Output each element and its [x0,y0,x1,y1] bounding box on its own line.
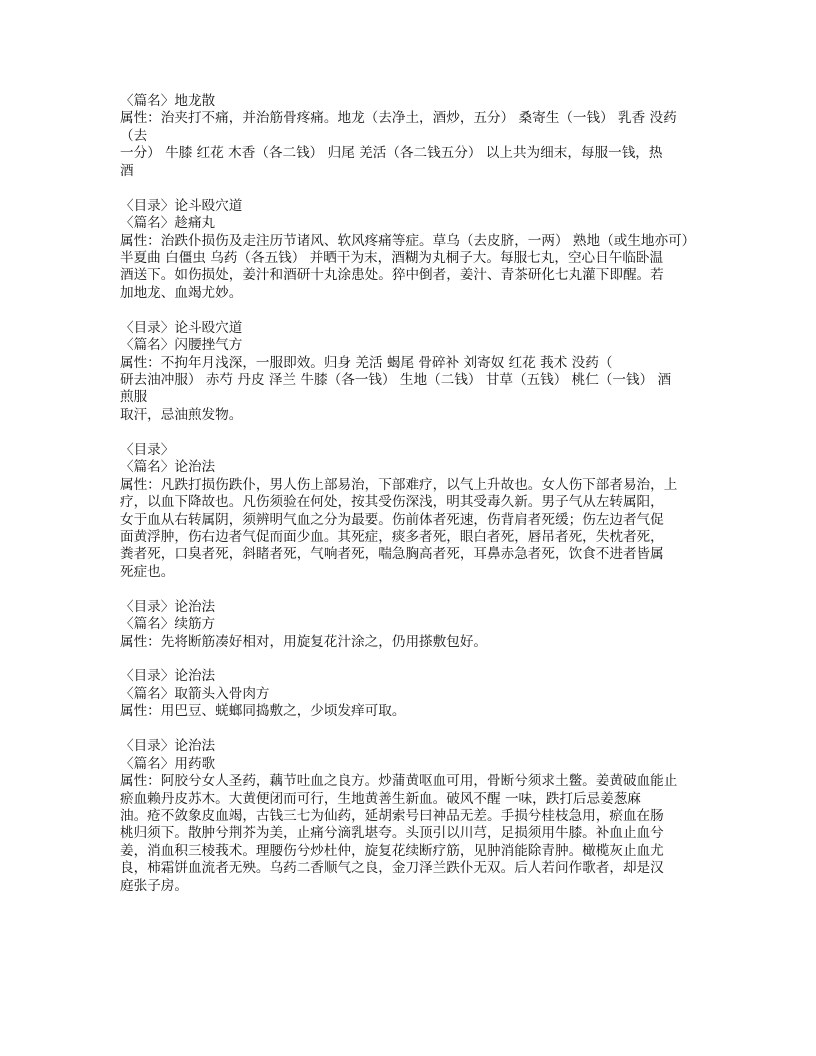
text-line: 女于血从右转属阴，须辨明气血之分为最要。伤前体者死速，伤背肩者死缓；伤左边者气促 [120,511,664,528]
entry-block [120,738,720,895]
blank-line [120,424,720,441]
text-line: 酒送下。如伤损处，姜汁和酒研十丸涂患处。猝中倒者，姜汁、青茶研化七丸灌下即醒。若 [120,267,664,284]
title-line: 〈篇名〉论治法 [120,459,216,476]
entry-block [120,320,720,425]
text-line: 属性：先将断筋凑好相对，用旋复花汁涂之，仍用搽敷包好。 [120,633,488,650]
catalog-line: 〈目录〉论治法 [120,738,216,755]
text-line: 疗，以血下降故也。凡伤须验在何处，按其受伤深浅，明其受毒久新。男子气从左转属阳， [120,494,664,511]
text-line: 加地龙、血竭尤妙。 [120,284,243,301]
text-line: 桃归须下。散肿兮荆芥为美，止痛兮滴乳堪夸。头顶引以川芎，足损须用牛膝。补血止血兮 [120,825,664,842]
blank-line [120,302,720,319]
title-line: 〈篇名〉续筋方 [120,616,216,633]
text-line: 属性：治跌仆损伤及走注历节诸风、软风疼痛等症。草乌（去皮脐，一两） 熟地（或生地亦可） [120,232,696,249]
blank-line [120,581,720,598]
text-line: 姜，消血积三棱莪术。理腰伤兮炒杜仲，旋复花续断疗筋，见肿消能除青肿。橄榄灰止血尤 [120,842,664,859]
text-line: 酒 [120,162,134,179]
blank-line [120,180,720,197]
blank-line [120,721,720,738]
text-line: 瘀血赖丹皮苏木。大黄便闭而可行，生地黄善生新血。破风不醒 一味，跌打后忌姜葱麻 [120,790,641,807]
blank-line [120,651,720,668]
catalog-line: 〈目录〉论斗殴穴道 [120,319,243,336]
text-line: 油。疮不敛象皮血竭，古钱三七为仙药，延胡索号曰神品无差。手损兮桂枝急用，瘀血在肠 [120,807,664,824]
entry-block [120,93,720,180]
text-line: 属性：用巴豆、蜣螂同捣敷之，少顷发痒可取。 [120,703,406,720]
text-line: 属性：凡跌打损伤跌仆，男人伤上部易治，下部难疗，以气上升故也。女人伤下部者易治，上 [120,476,678,493]
text-line: 属性：不拘年月浅深，一服即效。归身 羌活 蝎尾 骨碎补 刘寄奴 红花 莪术 没药（ [120,354,613,371]
text-line: 属性：治夹打不痛，并治筋骨疼痛。地龙（去净土，酒炒，五分） 桑寄生（一钱） 乳香 没药 [120,110,677,127]
title-line: 〈篇名〉闪腰挫气方 [120,337,243,354]
title-line: 〈篇名〉取箭头入骨肉方 [120,685,270,702]
entry-block [120,668,720,720]
entry-block [120,442,720,582]
text-line: 煎服 [120,389,148,406]
title-line: 〈篇名〉趁痛丸 [120,215,216,232]
title-line: 〈篇名〉用药歌 [120,755,216,772]
document-page [120,93,720,895]
text-line: 面黄浮肿，伤右边者气促而面少血。其死症，痰多者死，眼白者死，唇吊者死，失枕者死， [120,528,664,545]
entry-block [120,599,720,651]
text-line: （去 [120,127,148,144]
catalog-line: 〈目录〉论斗殴穴道 [120,197,243,214]
text-line: 庭张子房。 [120,877,188,894]
text-line: 属性：阿胶兮女人圣药，藕节吐血之良方。炒蒲黄呕血可用，骨断兮须求土鳖。姜黄破血能止 [120,773,678,790]
entry-block [120,198,720,303]
text-line: 死症也。 [120,563,175,580]
text-line: 取汗，忌油煎发物。 [120,406,243,423]
text-line: 良，柿霜饼血流者无殃。乌药二香顺气之良，金刀泽兰跌仆无双。后人若问作歌者，却是汉 [120,860,664,877]
text-line: 半夏曲 白僵虫 乌药（各五钱） 并晒干为末，酒糊为丸桐子大。每服七丸，空心日午临卧温 [120,249,664,266]
text-line: 粪者死，口臭者死，斜睹者死，气响者死，喘急胸高者死，耳鼻赤急者死，饮食不进者皆属 [120,546,664,563]
catalog-line: 〈目录〉论治法 [120,668,216,685]
catalog-line: 〈目录〉论治法 [120,598,216,615]
text-line: 一分） 牛膝 红花 木香（各二钱） 归尾 羌活（各二钱五分） 以上共为细末，每服一钱，热 [120,145,663,162]
catalog-line: 〈目录〉 [120,441,175,458]
text-line: 研去油冲服） 赤芍 丹皮 泽兰 牛膝（各一钱） 生地（二钱） 甘草（五钱） 桃仁（一钱） 酒 [120,372,672,388]
title-line: 〈篇名〉地龙散 [120,93,216,109]
